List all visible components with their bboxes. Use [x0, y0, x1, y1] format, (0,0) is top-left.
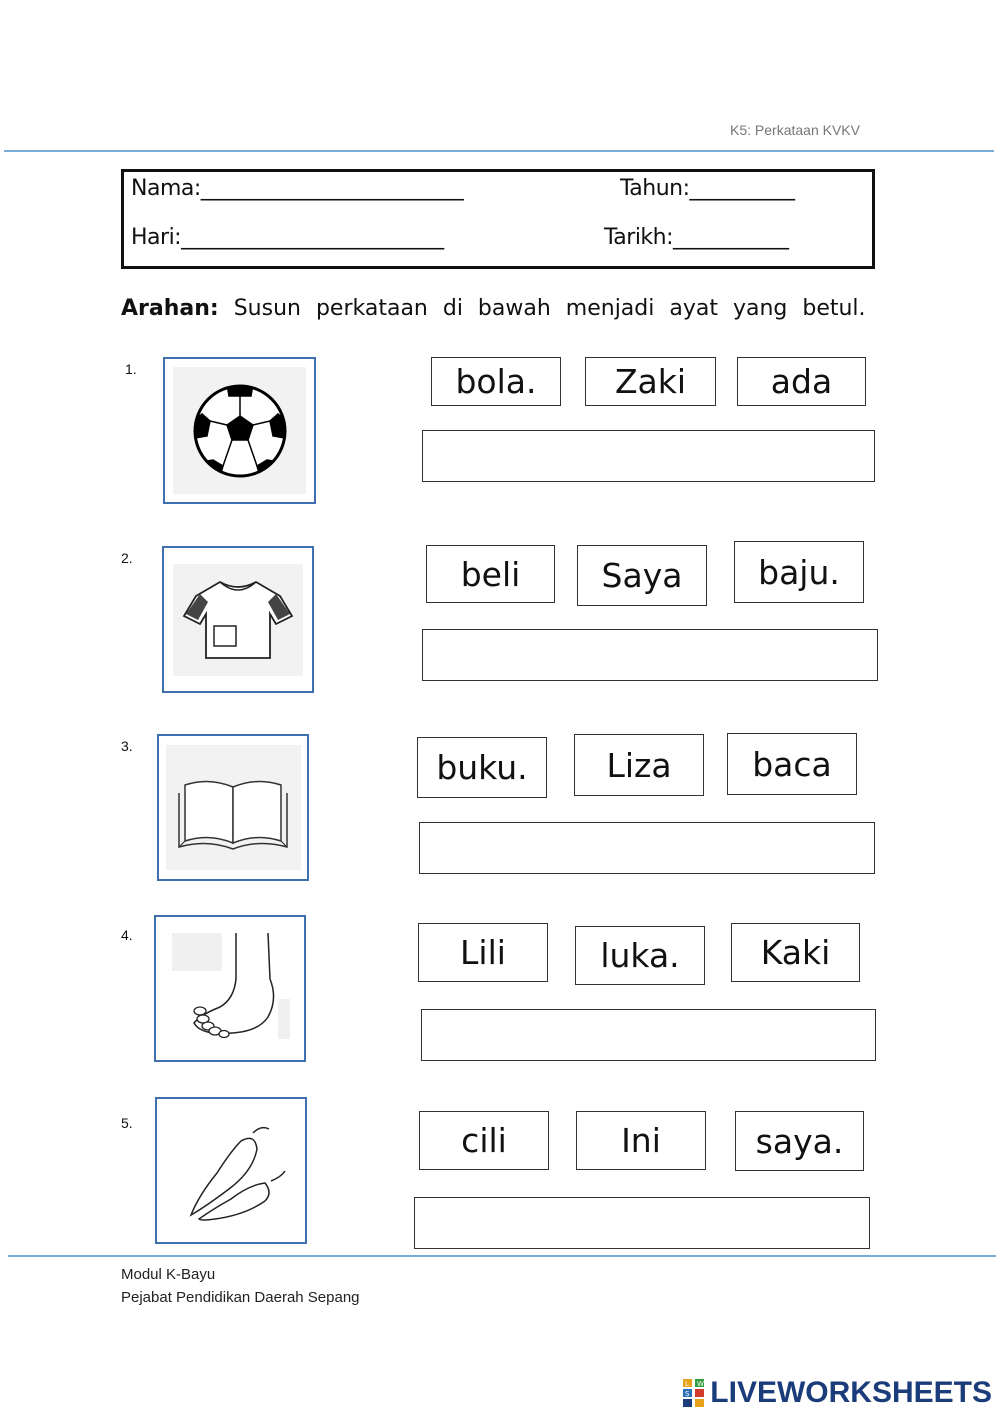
word-card[interactable]: buku. — [417, 737, 547, 798]
word-card[interactable]: cili — [419, 1111, 549, 1170]
date-blank[interactable]: ___________ — [673, 225, 789, 250]
name-label: Nama: — [131, 176, 201, 201]
day-label: Hari: — [131, 225, 182, 250]
word-card[interactable]: Kaki — [731, 923, 860, 982]
instruction — [121, 296, 866, 321]
answer-box[interactable] — [422, 430, 875, 482]
liveworksheets-brand[interactable] — [682, 1376, 992, 1410]
liveworksheets-logo-icon — [682, 1378, 706, 1408]
answer-box[interactable] — [419, 822, 875, 874]
question-number: 5. — [121, 1115, 133, 1131]
footer-line-2: Pejabat Pendidikan Daerah Sepang — [121, 1289, 360, 1306]
word-card[interactable]: luka. — [575, 926, 705, 985]
brand-text: LIVEWORKSHEETS — [710, 1376, 992, 1409]
word-card[interactable]: Liza — [574, 734, 704, 796]
word-card[interactable]: baca — [727, 733, 857, 795]
question-number: 4. — [121, 927, 133, 943]
question-picture — [157, 734, 309, 881]
word-card[interactable]: Ini — [576, 1111, 706, 1170]
word-card[interactable]: Saya — [577, 545, 707, 606]
logo-letter: L — [685, 1380, 690, 1388]
question-picture — [154, 915, 306, 1062]
logo-letter: W — [697, 1380, 705, 1388]
t-shirt-icon — [178, 570, 298, 670]
day-field[interactable] — [131, 225, 444, 250]
year-blank[interactable]: __________ — [689, 176, 795, 201]
instruction-text: Susun perkataan di bawah menjadi ayat yang betul. — [233, 296, 866, 321]
word-card[interactable]: ada — [737, 357, 866, 406]
answer-box[interactable] — [422, 629, 878, 681]
header-tag: K5: Perkataan KVKV — [730, 122, 860, 138]
question-picture — [162, 546, 314, 693]
question-number: 3. — [121, 738, 133, 754]
logo-letter: S — [685, 1390, 690, 1398]
word-card[interactable]: baju. — [734, 541, 864, 603]
date-label: Tarikh: — [604, 225, 674, 250]
question-picture — [163, 357, 316, 504]
word-card[interactable]: Lili — [418, 923, 548, 982]
answer-box[interactable] — [421, 1009, 876, 1061]
soccer-ball-icon — [185, 376, 295, 486]
answer-box[interactable] — [414, 1197, 870, 1249]
word-card[interactable]: saya. — [735, 1111, 864, 1171]
open-book-icon — [171, 763, 296, 853]
question-number: 2. — [121, 550, 133, 566]
year-label: Tahun: — [620, 176, 690, 201]
header-rule — [4, 150, 994, 152]
question-picture — [155, 1097, 307, 1244]
word-card[interactable]: Zaki — [585, 357, 716, 406]
instruction-label: Arahan: — [121, 296, 219, 321]
footer-line-1: Modul K-Bayu — [121, 1266, 216, 1283]
name-field[interactable] — [131, 176, 463, 201]
word-card[interactable]: bola. — [431, 357, 561, 406]
name-blank[interactable]: _________________________ — [200, 176, 464, 201]
chili-pepper-icon — [169, 1111, 294, 1231]
date-field[interactable] — [604, 225, 789, 250]
question-number: 1. — [125, 361, 137, 377]
footer-rule — [8, 1255, 996, 1257]
word-card[interactable]: beli — [426, 545, 555, 603]
day-blank[interactable]: _________________________ — [181, 225, 444, 250]
year-field[interactable] — [620, 176, 795, 201]
foot-icon — [170, 929, 290, 1049]
